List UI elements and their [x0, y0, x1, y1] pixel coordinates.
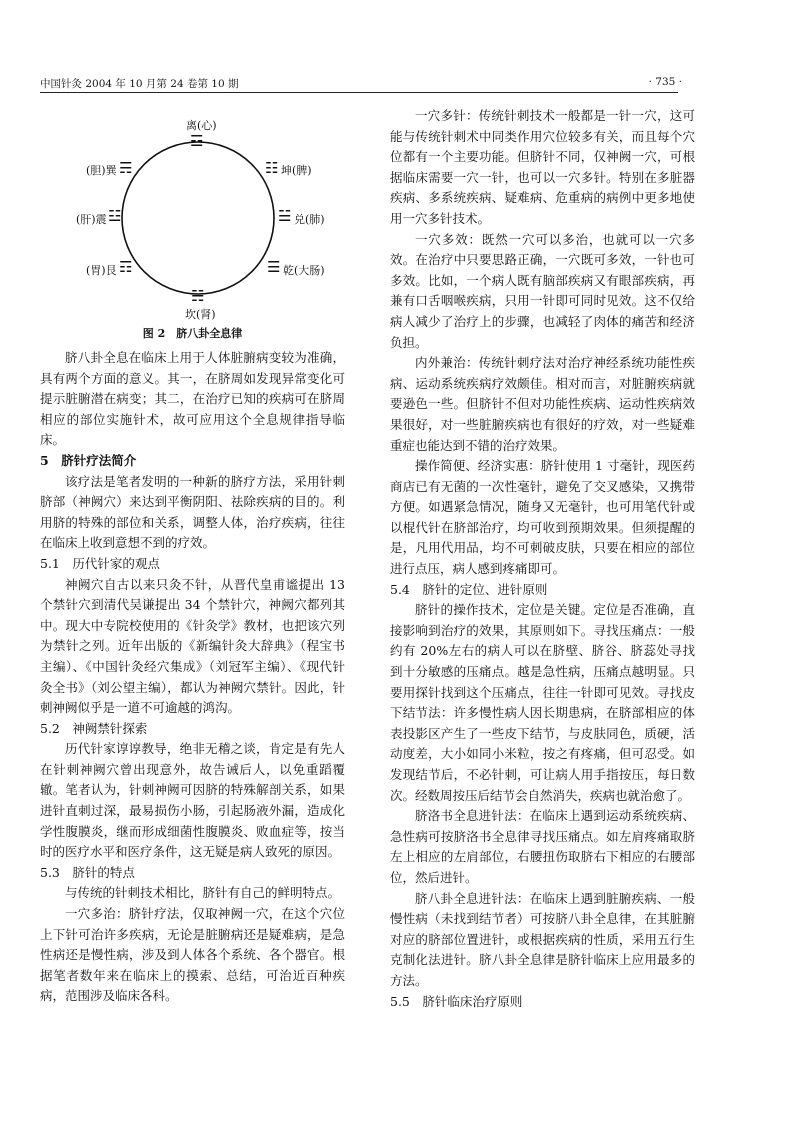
paragraph: 一穴多治：脐针疗法，仅取神阙一穴，在这个穴位上下针可治许多疾病，无论是脏腑病还是疑难病，是急性病还是慢性病，涉及到人体各个系统、各个器官。根据笔者数年来在临床上的摸索、总结，可治近百种疾病，范围涉及临床各科。 — [40, 906, 345, 1004]
label-bottom-right: 乾(大肠) — [283, 264, 325, 277]
paragraph: 脐洛书全息进针法：在临床上遇到运动系统疾病、急性病可按脐洛书全息律寻找压痛点。如左肩疼痛取脐左上相应的左肩部位，右腰扭伤取脐右下相应的右腰部位，然后进针。 — [390, 808, 695, 885]
trigram-bottom-right: ☰ — [267, 258, 281, 276]
trigram-right: ☱ — [278, 207, 292, 225]
page-number: · 735 · — [648, 76, 682, 88]
paragraph: 脐八卦全息进针法：在临床上遇到脏腑疾病、一般慢性病（未找到结节者）可按脐八卦全息律，在其脏腑对应的脐部位置进针，或根据疾病的性质，采用五行生克制化法进针。脐八卦全息律是脐针临床上应用最多的方法。 — [390, 890, 695, 988]
paragraph: 操作简便、经济实惠：脐针使用 1 寸毫针，现医药商店已有无菌的一次性毫针，避免了交叉感染，又携带方便。如遇紧急情况，随身又无毫针，也可用笔代针或以棍代针在脐部治疗，均可收到预期效果。但须提醒的是，凡用代用品，均不可刺破皮肤，只要在相应的部位进行点压，病人感到疼痛即可。 — [390, 458, 695, 577]
label-top: 离(心) — [186, 119, 217, 132]
trigram-top-left: ☴ — [119, 159, 133, 177]
section-heading: 5 脐针疗法简介 — [40, 452, 137, 468]
subsection-heading: 5.3 脐针的特点 — [40, 864, 135, 880]
right-column — [390, 106, 695, 1012]
subsection-heading: 5.5 脐针临床治疗原则 — [390, 993, 523, 1009]
left-column — [40, 106, 345, 1007]
label-right: 兑(肺) — [294, 213, 325, 226]
paragraph: 脐针的操作技术，定位是关键。定位是否准确，直接影响到治疗的效果，其原则如下。寻找压痛点：一般约有 20%左右的病人可以在脐壁、脐谷、脐蕊处寻找到十分敏感的压痛点。越是急性病，压痛点越明显。只要用探针找到这个压痛点，往往一针即可见效。寻找皮下结节法：许多慢性病人因长期患病，在脐部相应的体表投影区产生了一些皮下结节，与皮肤同色，质硬，活动度差，大小如同小米粒，按之有疼痛，但可忍受。如发现结节后，不必针刺，可让病人用手指按压，每日数次。经数周按压后结节会自然消失，疾病也就治愈了。 — [390, 602, 695, 803]
label-top-right: 坤(脾) — [281, 164, 312, 177]
label-bottom-left: (胃)艮 — [86, 264, 117, 277]
paragraph: 与传统的针刺技术相比，脐针有自己的鲜明特点。 — [65, 885, 341, 901]
paragraph: 历代针家谆谆教导，绝非无稽之谈，肯定是有先人在针刺神阙穴曾出现意外，故告诫后人，以免重蹈覆辙。笔者认为，针刺神阙可因脐的特殊解剖关系，如果进针直刺过深，最易损伤小肠，引起肠液外漏，造成化学性腹膜炎，继而形成细菌性腹膜炎、败血症等，按当时的医疗水平和医疗条件，这无疑是病人致死的原因。 — [40, 741, 345, 860]
bagua-figure — [40, 106, 345, 344]
trigram-bottom: ☵ — [191, 287, 205, 305]
label-bottom: 坎(肾) — [185, 308, 216, 321]
subsection-heading: 5.1 历代针家的观点 — [40, 555, 160, 571]
paragraph: 内外兼治：传统针刺疗法对治疗神经系统功能性疾病、运动系统疾病疗效颇佳。相对而言，对脏腑疾病就要逊色一些。但脐针不但对功能性疾病、运动性疾病效果很好，对一些脏腑疾病也有很好的疗效，对一些疑难重症也能达到不错的治疗效果。 — [390, 355, 695, 453]
paragraph: 脐八卦全息在临床上用于人体脏腑病变较为准确，具有两个方面的意义。其一，在脐周如发现异常变化可提示脏腑潜在病变；其二，在治疗已知的疾病可在脐周相应的部位实施针术，故可应用这个全息规律指导临床。 — [40, 350, 345, 448]
paragraph: 该疗法是笔者发明的一种新的脐疗方法，采用针刺脐部（神阙穴）来达到平衡阴阳、祛除疾病的目的。利用脐的特殊的部位和关系，调整人体，治疗疾病，往往在临床上收到意想不到的疗效。 — [40, 473, 345, 551]
label-left: (肝)震 — [76, 213, 107, 226]
trigram-top-right: ☷ — [265, 159, 279, 177]
header-rule — [40, 92, 678, 93]
trigram-bottom-left: ☶ — [119, 258, 133, 276]
paragraph: 神阙穴自古以来只灸不针，从晋代皇甫谧提出 13 个禁针穴到清代吴谦提出 34 个禁针穴，神阙穴都列其中。现大中专院校使用的《针灸学》教材，也把该穴列为禁针之列。近年出版的《新编针灸大辞典》（程宝书主编）、《中国针灸经穴集成》（刘冠军主编）、《现代针灸全书》（刘公望主编），都认为神阙穴禁针。因此，针刺神阙似乎是一道不可逾越的鸿沟。 — [40, 576, 345, 716]
trigram-left: ☳ — [108, 207, 122, 225]
figure-caption: 图 2 脐八卦全息律 — [142, 327, 243, 340]
trigram-top: ☲ — [190, 132, 204, 150]
paragraph: 一穴多针：传统针刺技术一般都是一针一穴，这可能与传统针刺术中同类作用穴位较多有关，而且每个穴位都有一个主要功能。但脐针不同，仅神阙一穴，可根据临床需要一穴一针，也可以一穴多针。特别在多脏器疾病、多系统疾病、疑难病、危重病的病例中更多地使用一穴多针技术。 — [390, 108, 695, 226]
journal-header: 中国针灸 2004 年 10 月第 24 卷第 10 期 — [40, 78, 239, 90]
label-top-left: (胆)巽 — [86, 164, 117, 177]
bagua-ring — [122, 142, 274, 294]
subsection-heading: 5.2 神阙禁针探索 — [40, 720, 148, 736]
paragraph: 一穴多效：既然一穴可以多治，也就可以一穴多效。在治疗中只要思路正确，一穴既可多效，一针也可多效。比如，一个病人既有脑部疾病又有眼部疾病，再兼有口舌咽喉疾病，只用一针即可同时见效。这不仅给病人减少了治疗上的步骤，也减轻了肉体的痛苦和经济负担。 — [390, 231, 695, 350]
subsection-heading: 5.4 脐针的定位、进针原则 — [390, 581, 548, 597]
